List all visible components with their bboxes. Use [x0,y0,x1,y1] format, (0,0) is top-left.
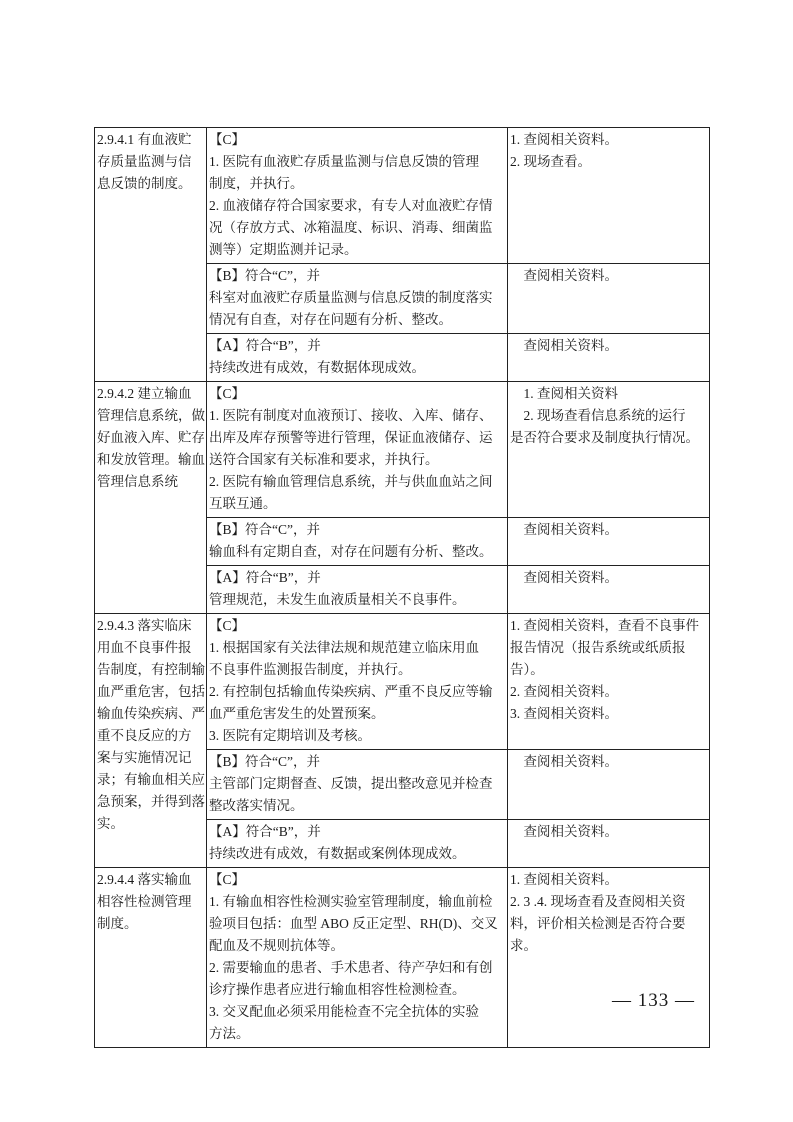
table-row [95,128,710,264]
item-text-line: 2.9.4.3 落实临床 [97,618,192,633]
standard-text-line: 输血科有定期自查，对存在问题有分析、整改。 [209,544,493,559]
method-text-line: 查阅相关资料。 [510,522,618,537]
standard-cell [207,566,508,614]
method-cell [508,128,710,264]
standard-text-line: 主管部门定期督查、反馈，提出整改意见并检查 [209,776,493,791]
method-text-line: 1. 查阅相关资料 [510,386,618,401]
method-text-line: 查阅相关资料。 [510,268,618,283]
item-text-line: 录；有输血相关应 [97,772,205,787]
method-text-line: 求。 [510,938,537,953]
method-text-line: 1. 查阅相关资料。 [510,132,618,147]
method-cell [508,566,710,614]
method-text-line: 2. 现场查看。 [510,154,591,169]
item-text-line: 管理信息系统，做 [97,408,205,423]
method-cell [508,820,710,868]
method-text-line: 1. 查阅相关资料，查看不良事件 [510,618,699,633]
standard-text-line: 2. 需要输血的患者、手术患者、待产孕妇和有创 [209,960,493,975]
item-text-line: 2.9.4.4 落实输血 [97,872,192,887]
standard-text-line: 验项目包括：血型 ABO 反正定型、RH(D)、交叉 [209,916,498,931]
standard-text-line: 【A】符合“B”，并 [209,338,321,353]
standard-text-line: 互联互通。 [209,496,277,511]
item-text-line: 息反馈的制度。 [97,176,192,191]
standard-text-line: 2. 血液储存符合国家要求，有专人对血液贮存情 [209,198,493,213]
method-text-line: 查阅相关资料。 [510,754,618,769]
standard-cell [207,750,508,820]
standard-text-line: 2. 有控制包括输血传染疾病、严重不良反应等输 [209,684,493,699]
standard-text-line: 诊疗操作患者应进行输血相容性检测检查。 [209,982,466,997]
standard-text-line: 整改落实情况。 [209,798,304,813]
item-cell [95,128,207,382]
item-text-line: 好血液入库、贮存 [97,430,205,445]
item-text-line: 重不良反应的方 [97,728,192,743]
standard-text-line: 持续改进有成效，有数据或案例体现成效。 [209,846,466,861]
item-cell [95,614,207,868]
standard-text-line: 血严重危害发生的处置预案。 [209,706,385,721]
standard-text-line: 科室对血液贮存质量监测与信息反馈的制度落实 [209,290,493,305]
standard-text-line: 【A】符合“B”，并 [209,570,321,585]
standard-text-line: 不良事件监测报告制度，并执行。 [209,662,412,677]
method-text-line: 2. 现场查看信息系统的运行 [510,408,686,423]
item-text-line: 和发放管理。输血 [97,452,205,467]
standard-cell [207,382,508,518]
item-text-line: 案与实施情况记 [97,750,192,765]
standard-cell [207,128,508,264]
method-text-line: 2. 3 .4. 现场查看及查阅相关资 [510,894,686,909]
standard-text-line: 【B】符合“C”，并 [209,522,320,537]
method-cell [508,334,710,382]
standard-cell [207,614,508,750]
item-text-line: 告制度，有控制输 [97,662,205,677]
standard-text-line: 配血及不规则抗体等。 [209,938,344,953]
standard-text-line: 况（存放方式、冰箱温度、标识、消毒、细菌监 [209,220,493,235]
method-cell [508,614,710,750]
standard-text-line: 3. 医院有定期培训及考核。 [209,728,371,743]
item-text-line: 急预案，并得到落 [97,794,205,809]
method-text-line: 1. 查阅相关资料。 [510,872,618,887]
method-text-line: 查阅相关资料。 [510,338,618,353]
standard-text-line: 【B】符合“C”，并 [209,268,320,283]
standards-table [94,127,710,1048]
item-text-line: 管理信息系统 [97,474,178,489]
standard-text-line: 2. 医院有输血管理信息系统，并与供血血站之间 [209,474,493,489]
standard-text-line: 管理规范，未发生血液质量相关不良事件。 [209,592,466,607]
item-text-line: 输血传染疾病、严 [97,706,205,721]
method-cell [508,264,710,334]
method-text-line: 查阅相关资料。 [510,570,618,585]
standard-text-line: 出库及库存预警等进行管理，保证血液储存、运 [209,430,493,445]
standard-text-line: 【C】 [209,618,246,633]
method-text-line: 查阅相关资料。 [510,824,618,839]
item-cell [95,868,207,1048]
table-row [95,868,710,1048]
method-cell [508,518,710,566]
standard-cell [207,868,508,1048]
standard-text-line: 1. 医院有制度对血液预订、接收、入库、储存、 [209,408,493,423]
method-text-line: 告）。 [510,662,544,677]
method-text-line: 2. 查阅相关资料。 [510,684,618,699]
standard-cell [207,820,508,868]
table-row [95,614,710,750]
method-text-line: 3. 查阅相关资料。 [510,706,618,721]
standard-text-line: 【A】符合“B”，并 [209,824,321,839]
standard-text-line: 测等）定期监测并记录。 [209,242,358,257]
standard-cell [207,518,508,566]
standard-text-line: 【B】符合“C”，并 [209,754,320,769]
standard-cell [207,334,508,382]
standard-text-line: 1. 根据国家有关法律法规和规范建立临床用血 [209,640,479,655]
item-text-line: 2.9.4.1 有血液贮 [97,132,192,147]
standard-text-line: 1. 有输血相容性检测实验室管理制度，输血前检 [209,894,493,909]
standard-text-line: 情况有自查，对存在问题有分析、整改。 [209,312,452,327]
item-text-line: 血严重危害，包括 [97,684,205,699]
method-cell [508,382,710,518]
method-text-line: 是否符合要求及制度执行情况。 [510,430,699,445]
method-cell [508,868,710,1048]
item-text-line: 制度。 [97,916,138,931]
standard-text-line: 制度，并执行。 [209,176,304,191]
standard-text-line: 送符合国家有关标准和要求，并执行。 [209,452,439,467]
standard-text-line: 持续改进有成效，有数据体现成效。 [209,360,425,375]
item-text-line: 用血不良事件报 [97,640,192,655]
method-cell [508,750,710,820]
item-cell [95,382,207,614]
method-text-line: 料，评价相关检测是否符合要 [510,916,686,931]
standard-cell [207,264,508,334]
page-number: — 133 — [612,990,695,1011]
standard-text-line: 【C】 [209,872,246,887]
method-text-line: 报告情况（报告系统或纸质报 [510,640,686,655]
item-text-line: 相容性检测管理 [97,894,192,909]
item-text-line: 实。 [97,816,124,831]
standard-text-line: 1. 医院有血液贮存质量监测与信息反馈的管理 [209,154,479,169]
table-row [95,382,710,518]
standard-text-line: 【C】 [209,386,246,401]
item-text-line: 2.9.4.2 建立输血 [97,386,192,401]
standard-text-line: 方法。 [209,1026,250,1041]
standard-text-line: 3. 交叉配血必须采用能检查不完全抗体的实验 [209,1004,479,1019]
item-text-line: 存质量监测与信 [97,154,192,169]
standard-text-line: 【C】 [209,132,246,147]
